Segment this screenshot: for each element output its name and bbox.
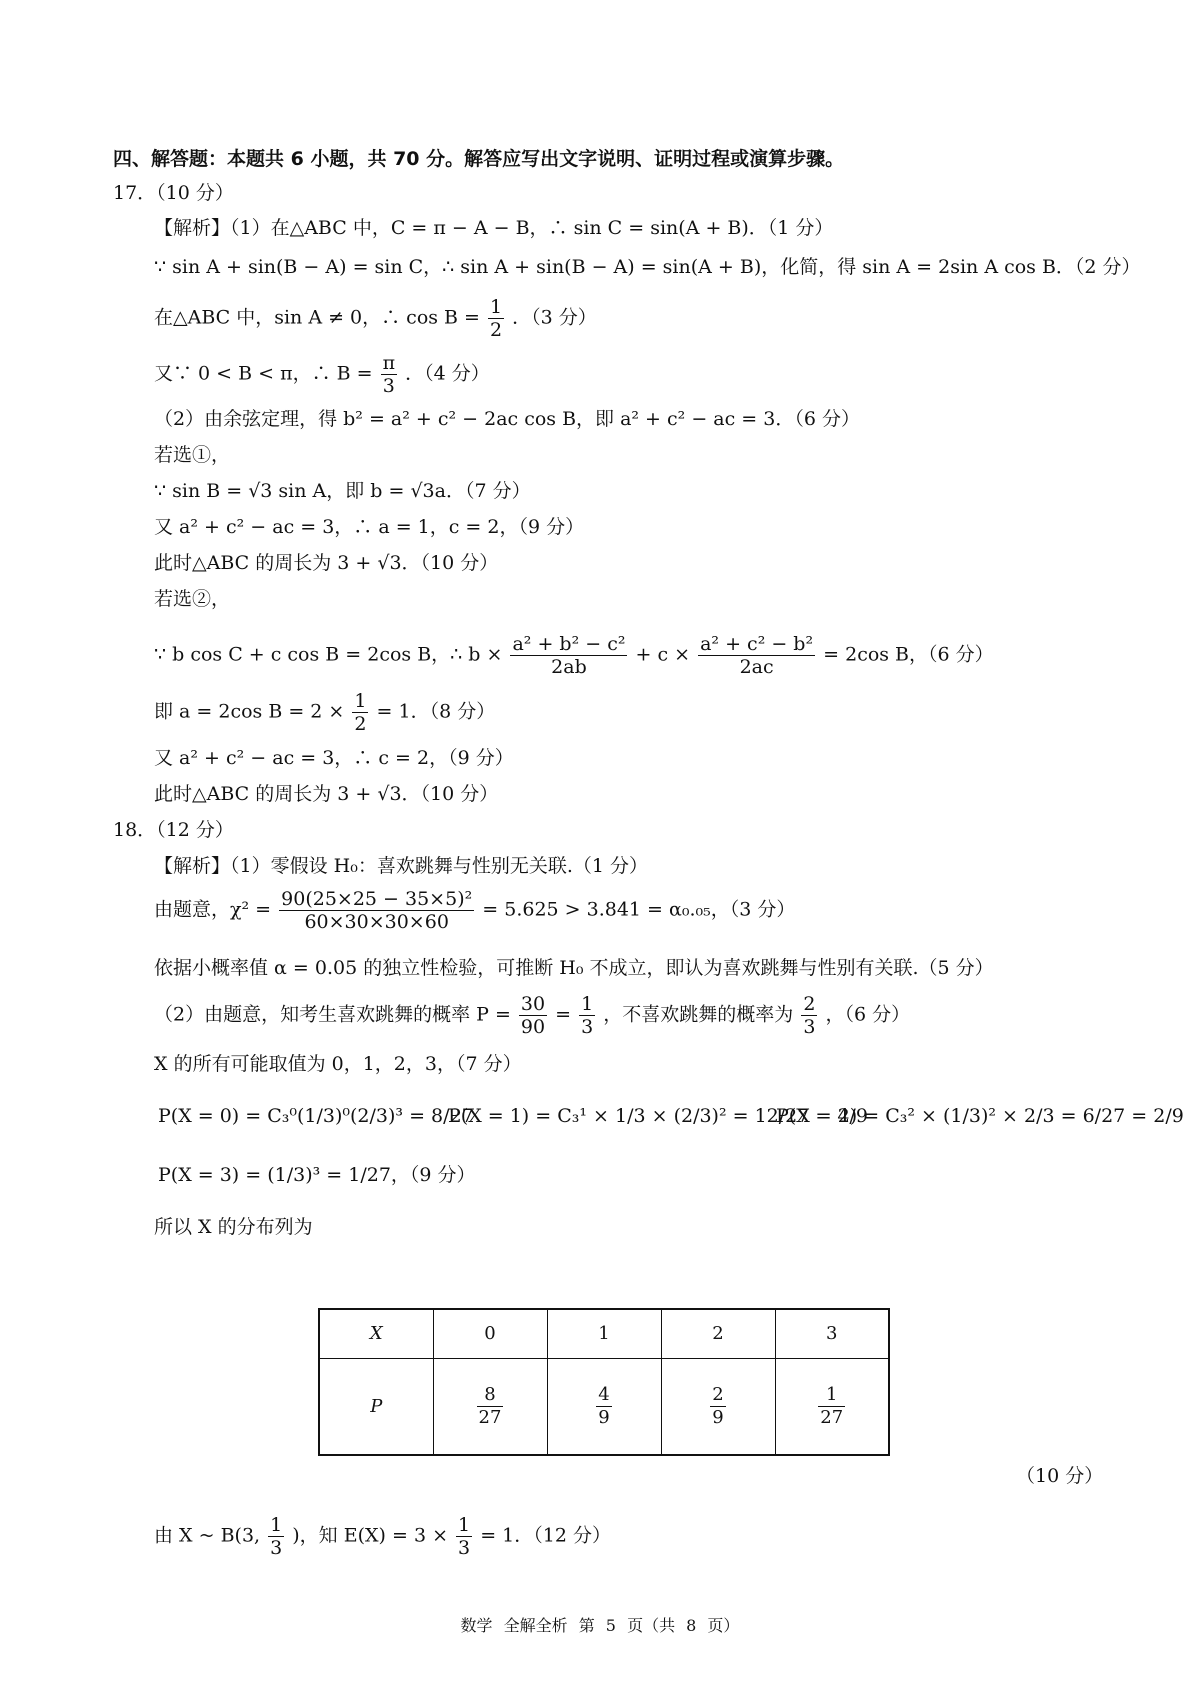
fraction <box>456 1514 472 1559</box>
q18-line-5: X 的所有可能取值为 0，1，2，3，（7 分） <box>154 1053 522 1075</box>
q17-line-4 <box>154 352 490 397</box>
q18-prob-0: P(X = 0) = C₃⁰(1/3)⁰(2/3)³ = 8/27 <box>158 1105 474 1127</box>
table-row <box>319 1358 889 1455</box>
fraction <box>596 1384 611 1429</box>
fraction <box>801 993 817 1038</box>
q18-last-line <box>154 1514 611 1559</box>
q17-line-2: ∵ sin A + sin(B − A) = sin C，∴ sin A + sin(B − A) = sin(A + B)，化简，得 sin A = 2sin A cos B．（2 分） <box>154 256 1141 278</box>
fraction <box>510 633 627 678</box>
q18-line-4-post: ，（6 分） <box>825 1003 911 1026</box>
q17-line-5: （2）由余弦定理，得 b² = a² + c² − 2ac cos B，即 a² + c² − ac = 3．（6 分） <box>154 408 860 430</box>
q18-number: 18．（12 分） <box>113 819 234 841</box>
q17-line-3-pre: 在△ABC 中，sin A ≠ 0，∴ cos B = <box>154 306 480 329</box>
fraction <box>477 1384 504 1429</box>
section-title: 四、解答题：本题共 6 小题，共 70 分。解答应写出文字说明、证明过程或演算步骤。 <box>113 148 845 170</box>
q18-prob-1: P(X = 1) = C₃¹ × 1/3 × (2/3)² = 12/27 = 4/9 <box>448 1105 868 1127</box>
table-cell: 0 <box>433 1309 547 1358</box>
fraction <box>268 1514 284 1559</box>
q18-line-4 <box>154 993 910 1038</box>
q18-prob-2: P(X = 2) = C₃² × (1/3)² × 2/3 = 6/27 = 2/9 <box>776 1105 1184 1127</box>
frac-den: 3 <box>458 1537 471 1559</box>
q17-line-4-pre: 又∵ 0 < B < π，∴ B = <box>154 362 373 385</box>
q18-last-mid: )，知 E(X) = 3 × <box>292 1524 448 1547</box>
frac-den: 9 <box>712 1406 724 1428</box>
q18-line-2-post: = 5.625 > 3.841 = α₀.₀₅，（3 分） <box>482 898 796 921</box>
frac-den: 27 <box>820 1406 844 1428</box>
frac-den: 2ac <box>739 656 774 678</box>
q17-line-9-mid: + c × <box>635 643 691 666</box>
equals-sign: = <box>555 1003 572 1026</box>
q18-line-1: 【解析】（1）零假设 H₀：喜欢跳舞与性别无关联.（1 分） <box>154 855 648 877</box>
table-cell: 3 <box>775 1309 889 1358</box>
frac-num: 2 <box>712 1383 724 1405</box>
q17-line-9-post: = 2cos B，（6 分） <box>823 643 994 666</box>
distribution-table <box>318 1308 890 1456</box>
q17-tag: 【解析】 <box>154 217 231 239</box>
frac-den: 2 <box>354 713 367 735</box>
q17-line-3-post: ．（3 分） <box>512 306 597 329</box>
q17-line-9 <box>154 633 994 678</box>
q18-line-2-pre: 由题意，χ² = <box>154 898 272 921</box>
table-cell: 1 <box>547 1309 661 1358</box>
score-label: （10 分） <box>1016 1465 1104 1487</box>
table-cell <box>433 1358 547 1455</box>
frac-den: 90 <box>520 1016 546 1038</box>
q18-line-4-mid: ，不喜欢跳舞的概率为 <box>603 1003 794 1026</box>
frac-den: 3 <box>581 1016 594 1038</box>
fraction <box>818 1384 845 1429</box>
table-cell: P <box>319 1358 433 1455</box>
frac-num: a² + c² − b² <box>700 633 814 655</box>
frac-num: 1 <box>818 1384 845 1407</box>
q17-line-10-pre: 即 a = 2cos B = 2 × <box>154 700 345 723</box>
q17-line-10 <box>154 690 495 735</box>
frac-den: 3 <box>270 1537 283 1559</box>
page-footer: 数学 全解全析 第 5 页（共 8 页） <box>460 1616 740 1635</box>
q18-last-post: = 1．（12 分） <box>480 1524 611 1547</box>
q17-line-10-post: = 1．（8 分） <box>376 700 496 723</box>
frac-num: 2 <box>803 993 816 1015</box>
frac-den: 27 <box>478 1406 502 1428</box>
frac-den: 2 <box>490 319 503 341</box>
fraction <box>710 1384 725 1429</box>
q17-option-1: 若选①， <box>154 444 231 466</box>
q17-line-1-text: （1）在△ABC 中，C = π − A − B，∴ sin C = sin(A + B)．（1 分） <box>230 217 834 239</box>
frac-den: 3 <box>803 1016 816 1038</box>
fraction <box>698 633 815 678</box>
fraction <box>279 888 474 933</box>
table-cell: X <box>319 1309 433 1358</box>
q17-line-12: 此时△ABC 的周长为 3 + √3．（10 分） <box>154 783 499 805</box>
frac-den: 2ab <box>551 656 587 678</box>
fraction <box>579 993 595 1038</box>
q18-line-4-pre: （2）由题意，知考生喜欢跳舞的概率 P = <box>154 1003 511 1026</box>
q17-line-1 <box>154 213 833 243</box>
frac-num: π <box>382 352 396 374</box>
q17-number: 17．（10 分） <box>113 182 234 204</box>
table-cell: 2 <box>661 1309 775 1358</box>
frac-num: 1 <box>490 296 503 318</box>
q18-line-2 <box>154 888 795 933</box>
table-cell <box>661 1358 775 1455</box>
q17-line-6: ∵ sin B = √3 sin A，即 b = √3a．（7 分） <box>154 480 531 502</box>
q18-prob-3: P(X = 3) = (1/3)³ = 1/27，（9 分） <box>158 1164 476 1186</box>
q18-line-3: 依据小概率值 α = 0.05 的独立性检验，可推断 H₀ 不成立，即认为喜欢跳舞与性别有关联.（5 分） <box>154 957 994 979</box>
q17-line-4-post: ．（4 分） <box>405 362 490 385</box>
frac-num: 8 <box>477 1384 504 1407</box>
table-cell <box>775 1358 889 1455</box>
fraction <box>488 296 504 341</box>
frac-den: 3 <box>382 375 395 397</box>
frac-num: a² + b² − c² <box>512 633 626 655</box>
fraction <box>352 690 368 735</box>
q18-dist-intro: 所以 X 的分布列为 <box>154 1216 313 1238</box>
frac-num: 1 <box>270 1514 283 1536</box>
q18-last-pre: 由 X ~ B(3, <box>154 1524 261 1547</box>
table-row <box>319 1309 889 1358</box>
q17-line-7: 又 a² + c² − ac = 3，∴ a = 1，c = 2，（9 分） <box>154 516 585 538</box>
q17-line-9-pre: ∵ b cos C + c cos B = 2cos B，∴ b × <box>154 643 503 666</box>
fraction <box>381 352 398 397</box>
frac-den: 9 <box>598 1406 610 1428</box>
q17-line-8: 此时△ABC 的周长为 3 + √3．（10 分） <box>154 552 499 574</box>
q17-line-11: 又 a² + c² − ac = 3，∴ c = 2，（9 分） <box>154 747 514 769</box>
frac-num: 4 <box>598 1383 610 1405</box>
frac-den: 60×30×30×60 <box>304 911 449 933</box>
q17-option-2: 若选②， <box>154 588 231 610</box>
frac-num: 90(25×25 − 35×5)² <box>281 888 473 910</box>
frac-num: 1 <box>581 993 594 1015</box>
q17-line-3 <box>154 296 597 341</box>
frac-num: 30 <box>520 993 546 1015</box>
fraction <box>519 993 547 1038</box>
frac-num: 1 <box>458 1514 471 1536</box>
table-cell <box>547 1358 661 1455</box>
frac-num: 1 <box>354 690 367 712</box>
